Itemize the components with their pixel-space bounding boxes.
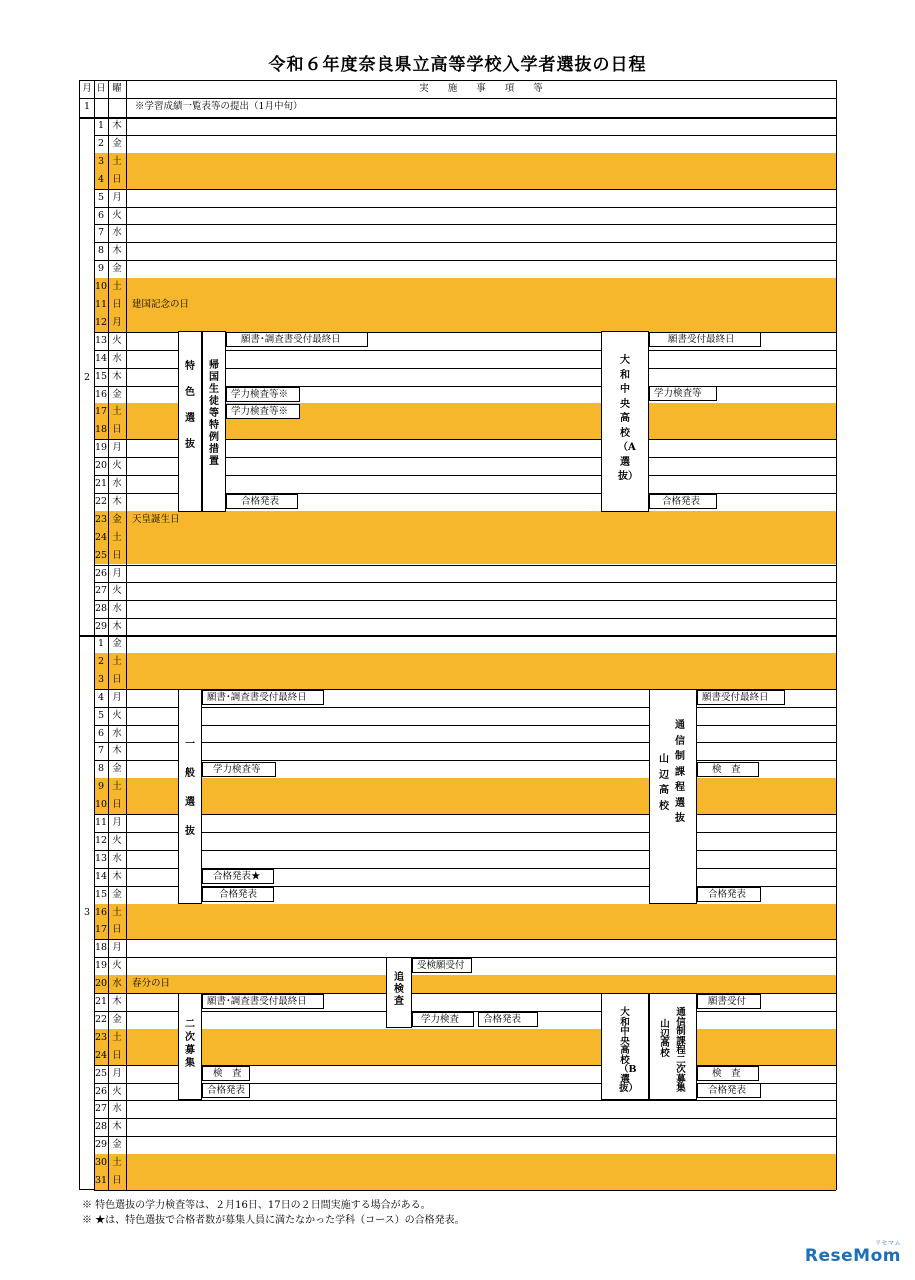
march-weekend-row (95, 653, 836, 671)
march-weekday-cell: 月 (112, 817, 122, 828)
kikoku-label: 帰国生徒等特例措置 (209, 360, 219, 467)
feb-result-tag: 合格発表 (226, 494, 298, 509)
march-weekend-row (95, 1172, 836, 1190)
february-row-line (94, 582, 836, 583)
march-weekday-cell: 土 (112, 655, 122, 667)
niji-kensa-tag: 検 査 (202, 1066, 250, 1081)
feb-yamato-gakuryoku-tag: 学力検査等 (649, 386, 717, 401)
march-day-cell: 4 (97, 691, 105, 703)
february-day-cell: 20 (94, 460, 108, 472)
february-weekday-cell: 金 (112, 137, 122, 149)
yamato-a-box (601, 331, 649, 512)
col-line-events (126, 80, 127, 1190)
resemom-logo (804, 1240, 901, 1266)
february-row-line (94, 135, 836, 136)
february-row-line (94, 207, 836, 208)
february-day-cell: 18 (94, 424, 108, 436)
february-weekday-cell: 金 (112, 263, 122, 275)
march-weekday-cell: 火 (112, 960, 122, 972)
february-day-cell: 4 (97, 173, 105, 185)
march-day-cell: 13 (94, 852, 108, 864)
february-day-cell: 29 (94, 621, 108, 633)
february-weekday-cell: 水 (112, 352, 122, 364)
march-weekday-cell: 火 (112, 834, 122, 846)
february-weekend-row (95, 296, 836, 314)
march-weekday-cell: 日 (112, 1049, 122, 1061)
february-day-cell: 28 (94, 603, 108, 615)
march-weekday-cell: 月 (112, 691, 122, 703)
yamato-a-label: 大和中央高校（A選抜） (618, 355, 638, 482)
march-day-cell: 1 (97, 638, 105, 649)
february-weekend-row (95, 547, 836, 565)
march-weekday-cell: 月 (112, 942, 122, 954)
february-day-cell: 14 (94, 352, 108, 364)
march-day-cell: 23 (94, 1031, 108, 1043)
tsuiken-box (386, 957, 412, 1028)
february-day-cell: 15 (94, 370, 108, 382)
march-weekday-cell: 日 (112, 924, 122, 936)
page-title: 令和６年度奈良県立高等学校入学者選抜の日程 (268, 55, 647, 75)
footnote-2: ※ ★は、特色選抜で合格者数が募集人員に満たなかった学科（コース）の合格発表。 (82, 1215, 465, 1226)
niji-label: 二次募集 (185, 1019, 195, 1069)
feb-application-tag: 願書･調査書受付最終日 (226, 332, 368, 347)
tsushin-label: 通信制課程選抜 (675, 720, 685, 824)
mar-tsushin-kensa-tag: 検 査 (697, 762, 759, 777)
march-row-line (94, 939, 836, 940)
march-weekday-cell: 木 (112, 745, 122, 757)
march-weekday-cell: 土 (112, 906, 122, 918)
march-day-cell: 3 (97, 673, 105, 685)
february-weekday-cell: 木 (112, 495, 122, 507)
february-weekday-cell: 火 (112, 209, 122, 221)
footnote-1: ※ 特色選抜の学力検査等は、２月16日、17日の２日間実施する場合がある。 (82, 1200, 431, 1211)
niji-result-tag: 合格発表 (202, 1083, 250, 1098)
march-weekday-cell: 日 (112, 673, 122, 685)
february-row-line (94, 565, 836, 566)
feb-gakuryoku2-tag: 学力検査等※ (226, 404, 300, 419)
february-day-cell: 9 (97, 263, 105, 275)
header-events: 実 施 事 項 等 (419, 83, 543, 94)
march-weekday-cell: 日 (112, 1175, 122, 1186)
march-day-cell: 16 (94, 906, 108, 918)
yamato-b-label: 大和中央高校（B選抜） (619, 1007, 639, 1094)
february-weekend-row (95, 511, 836, 529)
march-day-cell: 21 (94, 996, 108, 1007)
tsuiken-application-tag: 受検願受付 (412, 958, 472, 973)
february-day-cell: 21 (94, 478, 108, 489)
march-weekday-cell: 火 (112, 709, 122, 721)
march-day-cell: 5 (97, 709, 105, 721)
mar-tsushin-result-tag: 合格発表 (697, 887, 761, 902)
header-weekday: 曜 (112, 83, 122, 94)
march-weekend-row (95, 778, 836, 796)
march-weekday-cell: 土 (112, 1157, 122, 1169)
march-weekend-row (95, 1029, 836, 1047)
january-line (80, 117, 836, 119)
february-day-cell: 26 (94, 567, 108, 579)
march-day-cell: 6 (97, 727, 105, 739)
niji-application-tag: 願書･調査書受付最終日 (202, 994, 324, 1009)
march-weekend-row (95, 1154, 836, 1172)
february-weekday-cell: 月 (112, 316, 122, 328)
march-day-cell: 10 (94, 799, 108, 811)
february-day-cell: 11 (94, 299, 108, 310)
tsushin-box (649, 689, 697, 904)
march-day-cell: 25 (94, 1067, 108, 1079)
february-weekday-cell: 日 (112, 424, 122, 436)
february-weekday-cell: 月 (112, 191, 122, 203)
february-weekday-cell: 火 (112, 334, 122, 346)
february-day-cell: 1 (97, 120, 105, 131)
tokushoku-label: 特色選抜 (185, 361, 195, 450)
niji-tsushin-result-tag: 合格発表 (697, 1083, 761, 1098)
march-day-cell: 11 (94, 817, 108, 828)
march-weekday-cell: 水 (112, 852, 122, 864)
february-day-cell: 16 (94, 388, 108, 400)
march-weekday-cell: 月 (112, 1067, 122, 1079)
holiday-kenkoku: 建国記念の日 (132, 299, 190, 310)
february-day-cell: 2 (97, 137, 105, 149)
february-day-cell: 22 (94, 495, 108, 507)
february-weekend-row (95, 529, 836, 547)
february-weekday-cell: 土 (112, 531, 122, 543)
march-weekend-row (95, 921, 836, 939)
march-weekend-row (95, 904, 836, 922)
march-day-cell: 29 (94, 1139, 108, 1151)
resemom-logo-text: ReseMom (804, 1246, 901, 1266)
february-weekday-cell: 日 (112, 299, 122, 310)
february-weekday-cell: 金 (112, 388, 122, 400)
march-weekday-cell: 木 (112, 870, 122, 882)
mar-gakuryoku-tag: 学力検査等 (202, 762, 276, 777)
february-day-cell: 24 (94, 531, 108, 543)
february-weekday-cell: 木 (112, 245, 122, 257)
march-weekday-cell: 木 (112, 1121, 122, 1133)
march-row-line (94, 725, 836, 726)
march-weekday-cell: 土 (112, 1031, 122, 1043)
kikoku-box (202, 331, 226, 512)
header-day: 日 (96, 83, 106, 94)
resemom-logo-sub: リセマム (875, 1240, 901, 1247)
march-day-cell: 20 (94, 978, 108, 990)
january-month: 1 (83, 101, 91, 112)
march-weekday-cell: 水 (112, 978, 122, 990)
header-month: 月 (82, 83, 92, 94)
february-weekend-row (95, 153, 836, 171)
february-day-cell: 19 (94, 442, 108, 454)
february-weekend-row (95, 314, 836, 332)
february-row-line (94, 224, 836, 225)
march-weekday-cell: 水 (112, 727, 122, 739)
february-row-line (94, 618, 836, 619)
march-row-line (94, 832, 836, 833)
march-day-cell: 18 (94, 942, 108, 954)
february-weekday-cell: 火 (112, 460, 122, 472)
yamato-b-box (601, 993, 649, 1100)
march-row-line (94, 850, 836, 851)
niji-box (178, 993, 202, 1100)
march-day-cell: 7 (97, 745, 105, 757)
february-weekend-row (95, 278, 836, 296)
feb-yamato-application-tag: 願書受付最終日 (649, 332, 761, 347)
march-day-cell: 27 (94, 1103, 108, 1115)
march-weekend-row (95, 975, 836, 993)
march-row-line (94, 742, 836, 743)
february-weekday-cell: 火 (112, 585, 122, 597)
march-weekday-cell: 火 (112, 1085, 122, 1097)
march-weekday-cell: 水 (112, 1103, 122, 1115)
march-weekday-cell: 金 (112, 638, 122, 649)
march-weekend-row (95, 1047, 836, 1065)
march-day-cell: 30 (94, 1157, 108, 1169)
holiday-shunbun: 春分の日 (132, 978, 171, 989)
march-row-line (94, 1136, 836, 1137)
ippan-label: 一般選抜 (185, 739, 195, 837)
february-weekday-cell: 水 (112, 603, 122, 615)
march-row-line (94, 1118, 836, 1119)
march-weekday-cell: 金 (112, 1139, 122, 1151)
mar-tsushin-application-tag: 願書受付最終日 (697, 690, 785, 705)
march-day-cell: 15 (94, 888, 108, 900)
tsushin-niji-label: 通信制課程二次募集 (676, 1007, 686, 1094)
february-day-cell: 25 (94, 549, 108, 561)
march-row-line (94, 707, 836, 708)
february-day-cell: 17 (94, 406, 108, 418)
february-weekday-cell: 水 (112, 227, 122, 239)
feb-gakuryoku1-tag: 学力検査等※ (226, 387, 300, 402)
march-weekday-cell: 金 (112, 1013, 122, 1025)
mar-result-star-tag: 合格発表★ (202, 869, 274, 884)
holiday-tenno: 天皇誕生日 (132, 514, 180, 525)
february-day-cell: 27 (94, 585, 108, 597)
february-day-cell: 3 (97, 155, 105, 167)
february-weekday-cell: 日 (112, 173, 122, 185)
mar-application-tag: 願書･調査書受付最終日 (202, 690, 324, 705)
february-weekday-cell: 木 (112, 120, 122, 131)
march-row-line (94, 1190, 836, 1191)
march-day-cell: 19 (94, 960, 108, 972)
february-weekday-cell: 土 (112, 281, 122, 293)
march-day-cell: 22 (94, 1013, 108, 1025)
feb-mar-line (80, 635, 836, 637)
niji-tsushin-kensa-tag: 検 査 (697, 1066, 759, 1081)
yamanobe-label: 山辺高校 (659, 754, 669, 812)
march-weekday-cell: 金 (112, 763, 122, 775)
february-weekday-cell: 月 (112, 442, 122, 454)
february-row-line (94, 260, 836, 261)
march-weekday-cell: 金 (112, 888, 122, 900)
march-day-cell: 9 (97, 781, 105, 793)
february-weekday-cell: 日 (112, 549, 122, 561)
march-weekday-cell: 土 (112, 781, 122, 793)
january-note: ※学習成績一覧表等の提出（1月中旬） (135, 101, 303, 112)
february-weekday-cell: 土 (112, 155, 122, 167)
march-month-label: 3 (83, 907, 91, 918)
tsuiken-label: 追検査 (394, 972, 404, 1007)
february-day-cell: 23 (94, 513, 108, 525)
march-day-cell: 2 (97, 655, 105, 667)
february-day-cell: 13 (94, 334, 108, 346)
tokushoku-box (178, 331, 202, 512)
march-weekday-cell: 木 (112, 996, 122, 1007)
february-day-cell: 7 (97, 227, 105, 239)
february-weekday-cell: 木 (112, 370, 122, 382)
march-day-cell: 24 (94, 1049, 108, 1061)
february-month-label: 2 (83, 372, 91, 383)
march-day-cell: 8 (97, 763, 105, 775)
february-weekday-cell: 月 (112, 567, 122, 579)
mar-result-tag: 合格発表 (202, 887, 274, 902)
february-day-cell: 5 (97, 191, 105, 203)
col-line-day (94, 80, 95, 1190)
yamanobe2-label: 山辺高校 (660, 1019, 670, 1059)
february-weekday-cell: 木 (112, 621, 122, 633)
march-day-cell: 31 (94, 1175, 108, 1186)
march-weekday-cell: 日 (112, 799, 122, 811)
march-day-cell: 28 (94, 1121, 108, 1133)
february-day-cell: 6 (97, 209, 105, 221)
tsuiken-result-tag: 合格発表 (478, 1012, 538, 1027)
feb-yamato-result-tag: 合格発表 (649, 494, 717, 509)
february-weekday-cell: 水 (112, 478, 122, 489)
march-weekend-row (95, 796, 836, 814)
february-row-line (94, 189, 836, 190)
tsushin-niji-box (649, 993, 697, 1100)
march-day-cell: 12 (94, 834, 108, 846)
tsuiken-gakuryoku-tag: 学力検査 (412, 1012, 474, 1027)
march-weekend-row (95, 671, 836, 689)
march-day-cell: 17 (94, 924, 108, 936)
header-line (80, 98, 836, 99)
february-day-cell: 10 (94, 281, 108, 293)
col-line-weekday (108, 80, 109, 1190)
march-day-cell: 14 (94, 870, 108, 882)
february-weekday-cell: 土 (112, 406, 122, 418)
february-row-line (94, 600, 836, 601)
march-row-line (94, 814, 836, 815)
february-row-line (94, 242, 836, 243)
february-day-cell: 8 (97, 245, 105, 257)
march-row-line (94, 1100, 836, 1101)
niji-tsushin-application-tag: 願書受付 (697, 994, 761, 1009)
february-day-cell: 12 (94, 316, 108, 328)
march-day-cell: 26 (94, 1085, 108, 1097)
february-weekday-cell: 金 (112, 513, 122, 525)
february-weekend-row (95, 171, 836, 189)
ippan-box (178, 689, 202, 904)
